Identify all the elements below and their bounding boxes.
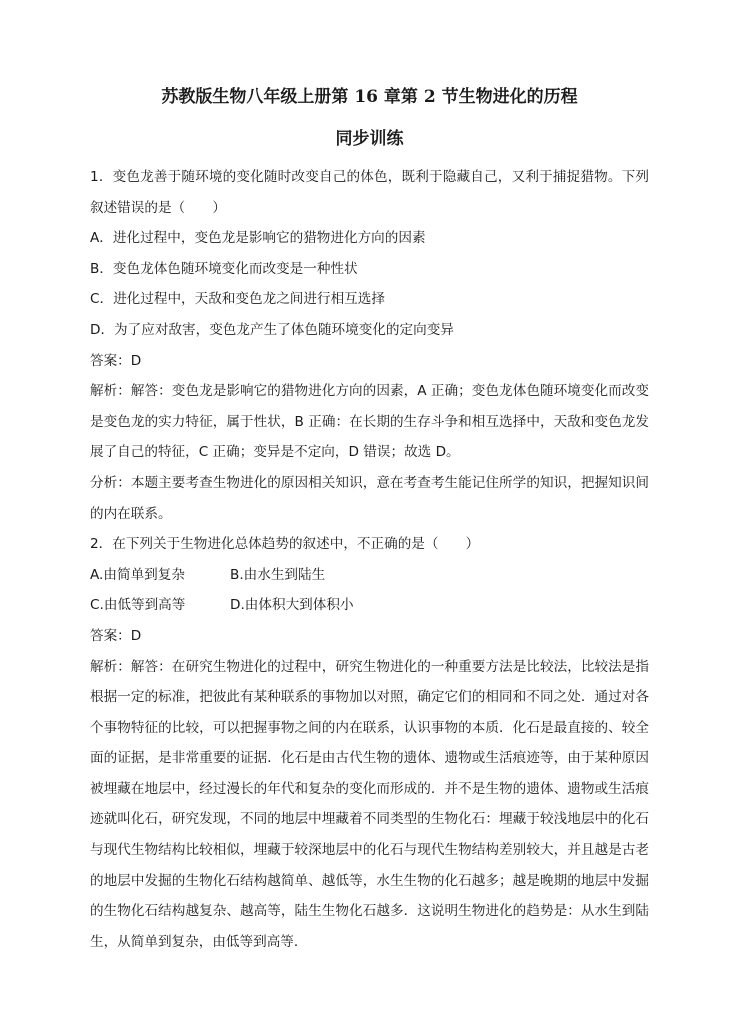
question-2-option-b: B.由水生到陆生 [230, 566, 326, 583]
question-1-answer: 答案：D [90, 352, 142, 369]
question-1-option-d: D．为了应对敌害，变色龙产生了体色随环境变化的定向变异 [90, 321, 454, 338]
question-1-analysis: 分析：本题主要考查生物进化的原因相关知识，意在考查考生能记住所学的知识，把握知识间的内在联系。 [90, 474, 649, 522]
question-1-explanation: 解析：解答：变色龙是影响它的猎物进化方向的因素，A 正确；变色龙体色随环境变化而改变是变色龙的实力特征，属于性状，B 正确：在长期的生存斗争和相互选择中，天敌和变色龙发展了自己的特征，C 正确；变异是不定向，D 错误；故选 D。 [90, 383, 649, 461]
question-1-option-b: B．变色龙体色随环境变化而改变是一种性状 [90, 260, 358, 277]
question-2-options-row-2 [90, 590, 649, 621]
question-2-option-c: C.由低等到高等 [90, 597, 186, 614]
question-1-option-c: C．进化过程中，天敌和变色龙之间进行相互选择 [90, 291, 385, 308]
question-2-stem: 2．在下列关于生物进化总体趋势的叙述中，不正确的是（ ） [90, 536, 480, 553]
question-1-stem: 1．变色龙善于随环境的变化随时改变自己的体色，既利于隐藏自己，又利于捕捉猎物。下列叙述错误的是（ ） [90, 169, 649, 216]
question-2-answer: 答案：D [90, 627, 142, 644]
question-2-options-row-1 [90, 560, 649, 591]
document-subtitle: 同步训练 [335, 129, 404, 149]
question-2-option-a: A.由简单到复杂 [90, 566, 185, 583]
document-body [90, 162, 649, 957]
document-title: 苏教版生物八年级上册第 16 章第 2 节生物进化的历程 [161, 87, 578, 107]
question-1-option-a: A．进化过程中，变色龙是影响它的猎物进化方向的因素 [90, 230, 426, 247]
question-2-explanation: 解析：解答：在研究生物进化的过程中，研究生物进化的一种重要方法是比较法，比较法是指根据一定的标准，把彼此有某种联系的事物加以对照，确定它们的相同和不同之处．通过对各个事物特征的比较，可以把握事物之间的内在联系，认识事物的本质．化石是最直接的、较全面的证据，是非常重要的证据．化石是由古代生物的遗体、遗物或生活痕迹等，由于某种原因被埋藏在地层中，经过漫长的年代和复杂的变化而形成的．并不是生物的遗体、遗物或生活痕迹就叫化石，研究发现，不同的地层中埋藏着不同类型的生物化石：埋藏于较浅地层中的化石与现代生物结构比较相似，埋藏于较深地层中的化石与现代生物结构差别较大，并且越是古老的地层中发掘的生物化石结构越简单、越低等，水生生物的化石越多；越是晚期的地层中发掘的生物化石结构越复杂、越高等，陆生生物化石越多．这说明生物进化的趋势是：从水生到陆生，从简单到复杂，由低等到高等． [90, 658, 649, 950]
question-2-option-d: D.由体积大到体积小 [230, 597, 354, 614]
